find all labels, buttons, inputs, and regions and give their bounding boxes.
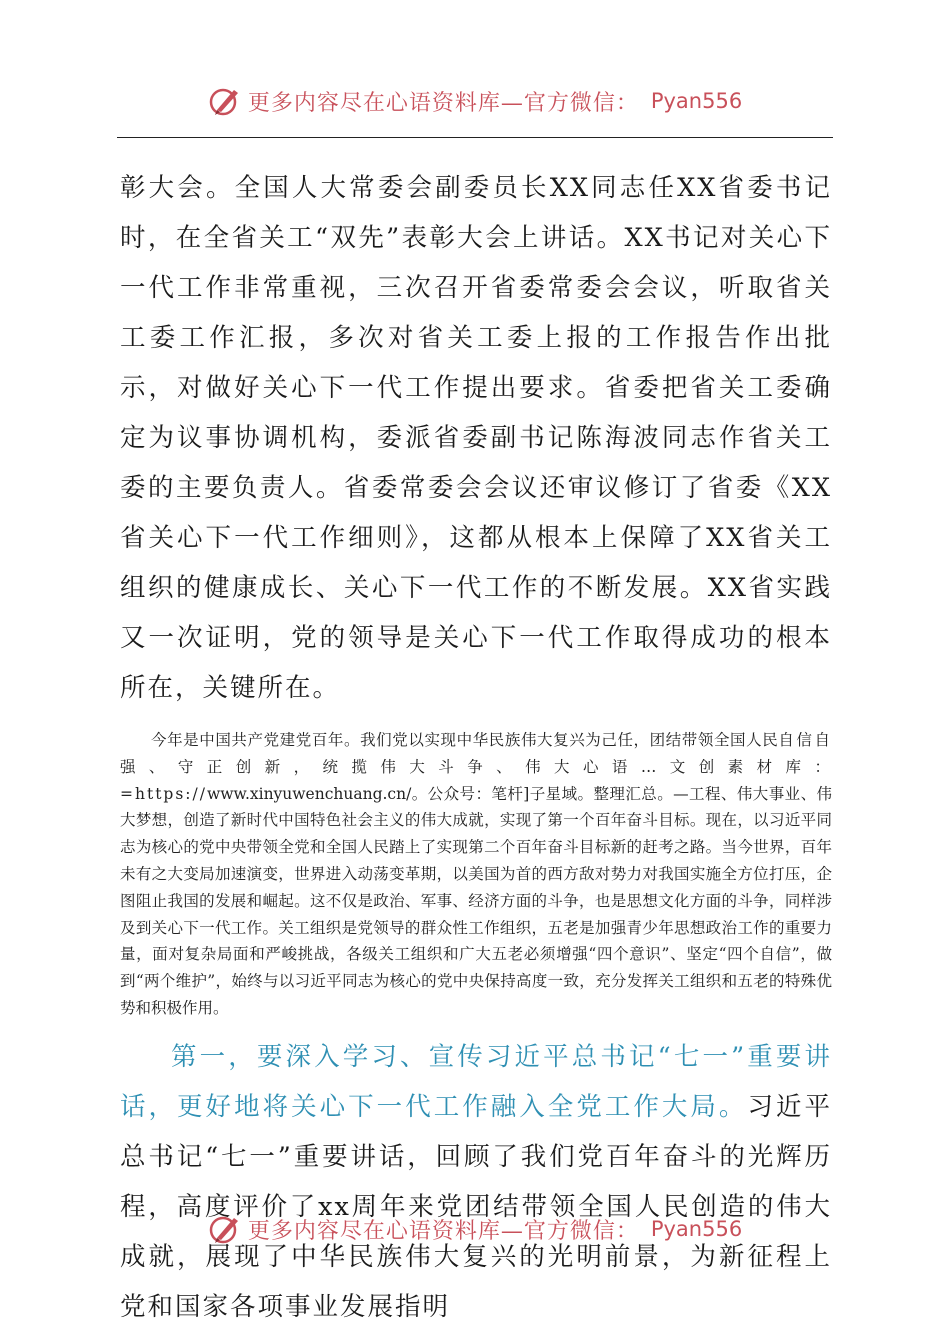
- footer-wechat-id: Pyan556: [650, 1217, 743, 1241]
- inserted-quote-block: [120, 727, 832, 1022]
- footer-brand: [208, 1212, 742, 1246]
- header-brand: [208, 84, 742, 118]
- footer-brand-text: 更多内容尽在心语资料库—官方微信：: [247, 1218, 639, 1244]
- section-paragraph: [120, 1032, 832, 1332]
- header-divider: [117, 137, 833, 138]
- section-text: 习近平总书记“七一”重要讲话，回顾了我们党百年奋斗的光辉历程，高度评价了xx周年来党团结带领全国人民创造的伟大成就，展现了中华民族伟大复兴的光明前景，为新征程上党和国家各项事业发展指明: [120, 1091, 832, 1322]
- section-heading: 第一，要深入学习、宣传习近平总书记“七一”重要讲话，更好地将关心下一代工作融入全党工作大局。: [120, 1041, 832, 1122]
- pen-logo-icon: [208, 1212, 242, 1246]
- page-footer: [0, 1208, 950, 1250]
- header-wechat-id: Pyan556: [650, 89, 743, 113]
- paragraph-1: 彰大会。全国人大常委会副委员长XX同志任XX省委书记时，在全省关工“双先”表彰大会上讲话。XX书记对关心下一代工作非常重视，三次召开省委常委会会议，听取省关工委工作汇报，多次对省关工委上报的工作报告作出批示，对做好关心下一代工作提出要求。省委把省关工委确定为议事协调机构，委派省委副书记陈海波同志作省关工委的主要负责人。省委常委会会议还审议修订了省委《XX省关心下一代工作细则》，这都从根本上保障了XX省关工组织的健康成长、关心下一代工作的不断发展。XX省实践又一次证明，党的领导是关心下一代工作取得成功的根本所在，关键所在。: [120, 173, 832, 703]
- pen-logo-icon: [208, 84, 242, 118]
- quote-line-2: 自信自强、守正创新，统揽伟大斗争、伟大心语…文创素材库：=https://: [120, 731, 832, 803]
- page-header: [0, 80, 950, 122]
- document-body: [120, 163, 832, 1332]
- quote-rest: www.xinyuwenchuang.cn/。公众号：笔杆]子星域。整理汇总。—工程、伟大事业、伟大梦想，创造了新时代中国特色社会主义的伟大成就，实现了第一个百年奋斗目标。现在，以习近平同志为核心的党中央带领全党和全国人民踏上了实现第二个百年奋斗目标新的赶考之路。当今世界，百年未有之大变局加速演变，世界进入动荡变革期，以美国为首的西方敌对势力对我国实施全方位打压，企图阻止我国的发展和崛起。这不仅是政治、军事、经济方面的斗争，也是思想文化方面的斗争，同样涉及到关心下一代工作。关工组织是党领导的群众性工作组织，五老是加强青少年思想政治工作的重要力量，面对复杂局面和严峻挑战，各级关工组织和广大五老必须增强“四个意识”、坚定“四个自信”，做到“两个维护”，始终与以习近平同志为核心的党中央保持高度一致，充分发挥关工组织和五老的特殊优势和积极作用。: [120, 784, 832, 1017]
- header-brand-text: 更多内容尽在心语资料库—官方微信：: [247, 90, 639, 116]
- quote-line-1: 今年是中国共产党建党百年。我们党以实现中华民族伟大复兴为己任，团结带领全国人民: [151, 731, 779, 749]
